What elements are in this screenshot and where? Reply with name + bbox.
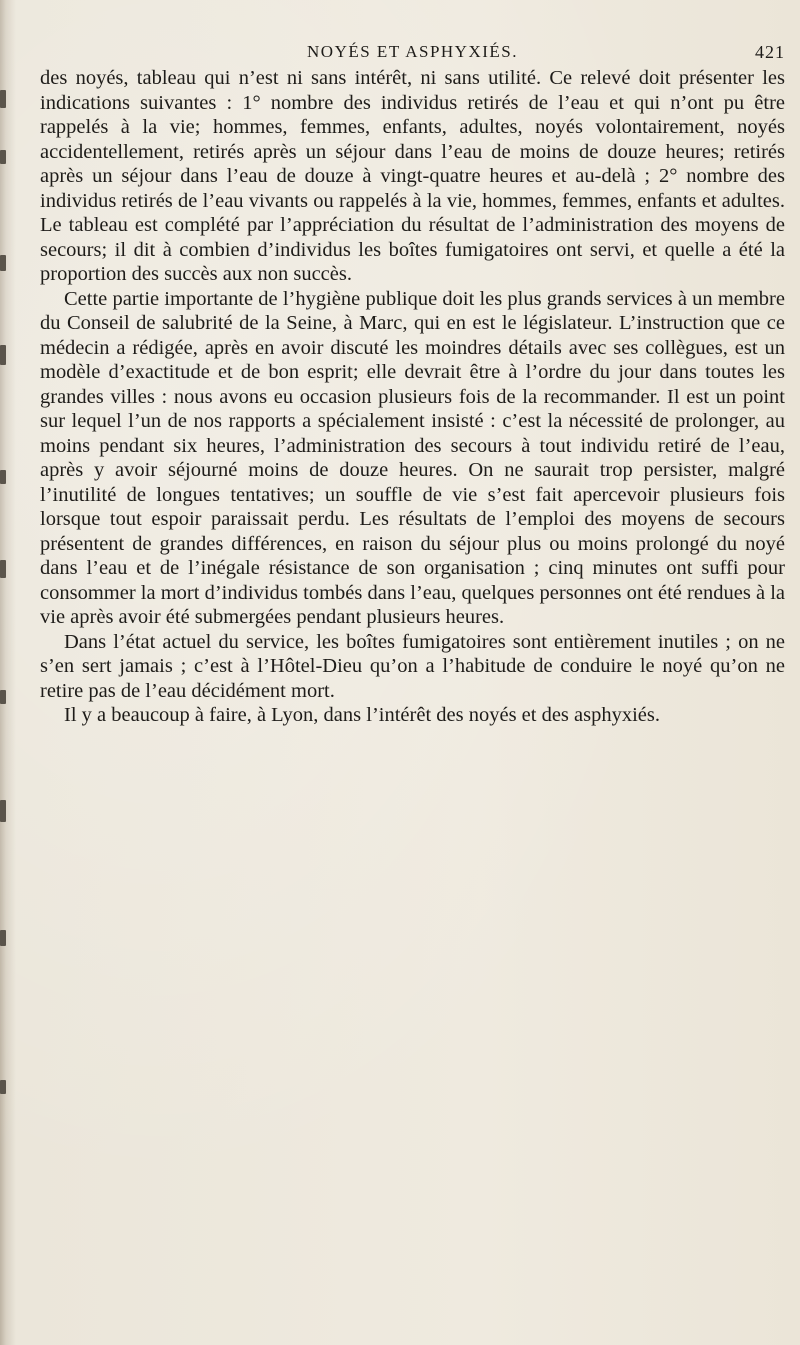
paragraph: des noyés, tableau qui n’est ni sans intérêt, ni sans utilité. Ce relevé doit présenter les indications suivantes : 1° nombre des individus retirés de l’eau et qui n’ont pu être rappelés à la vie; hommes, femmes, enfants, adultes, noyés volontairement, noyés accidentellement, retirés après un séjour dans l’eau de moins de douze heures; retirés après un séjour dans l’eau de douze à vingt-quatre heures et au-delà ; 2° nombre des individus retirés de l’eau vivants ou rappelés à la vie, hommes, femmes, enfants et adultes. Le tableau est complété par l’appréciation du résultat de l’administration des moyens de secours; il dit à combien d’individus les boîtes fumigatoires ont servi, et quelle a été la proportion des succès aux non succès. xyxy=(40,67,785,285)
page-number: 421 xyxy=(755,42,785,62)
paragraph: Cette partie importante de l’hygiène publique doit les plus grands services à un membre du Conseil de salubrité de la Seine, à Marc, qui en est le législateur. L’instruction que ce médecin a rédigée, après en avoir discuté les moindres détails avec ses collègues, est un modèle d’exactitude et de bon esprit; elle devrait être à l’ordre du jour dans toutes les grandes villes : nous avons eu occasion plusieurs fois de la recommander. Il est un point sur lequel l’un de nos rapports a spécialement insisté : c’est la nécessité de prolonger, au moins pendant six heures, l’administration des secours à tout individu retiré de l’eau, après y avoir séjourné moins de douze heures. On ne saurait trop persister, malgré l’inutilité de longues tentatives; un souffle de vie s’est fait apercevoir plusieurs fois lorsque tout espoir paraissait perdu. Les résultats de l’emploi des moyens de secours présentent de grandes différences, en raison du séjour plus ou moins prolongé du noyé dans l’eau et de l’inégale résistance de son organisation ; cinq minutes ont suffi pour consommer la mort d’individus tombés dans l’eau, quelques personnes ont été rendues à la vie après avoir été submergées pendant plusieurs heures. xyxy=(40,287,785,628)
binding-shadow xyxy=(0,560,6,578)
running-head xyxy=(40,42,785,64)
running-head-title: NOYÉS ET ASPHYXIÉS. xyxy=(307,42,518,61)
binding-shadow xyxy=(0,90,6,108)
binding-shadow xyxy=(0,345,6,365)
binding-shadow xyxy=(0,1080,6,1094)
paragraph: Il y a beaucoup à faire, à Lyon, dans l’intérêt des noyés et des asphyxiés. xyxy=(64,704,661,726)
binding-shadow xyxy=(0,470,6,484)
binding-shadow xyxy=(0,150,6,164)
binding-shadow xyxy=(0,690,6,704)
body-text xyxy=(40,66,785,728)
paragraph: Dans l’état actuel du service, les boîtes fumigatoires sont entièrement inutiles ; on ne s’en sert jamais ; c’est à l’Hôtel-Dieu qu’on a l’habitude de conduire le noyé qu’on ne retire pas de l’eau décidément mort. xyxy=(40,630,785,702)
binding-shadow xyxy=(0,930,6,946)
binding-shadow xyxy=(0,255,6,271)
binding-shadow xyxy=(0,800,6,822)
